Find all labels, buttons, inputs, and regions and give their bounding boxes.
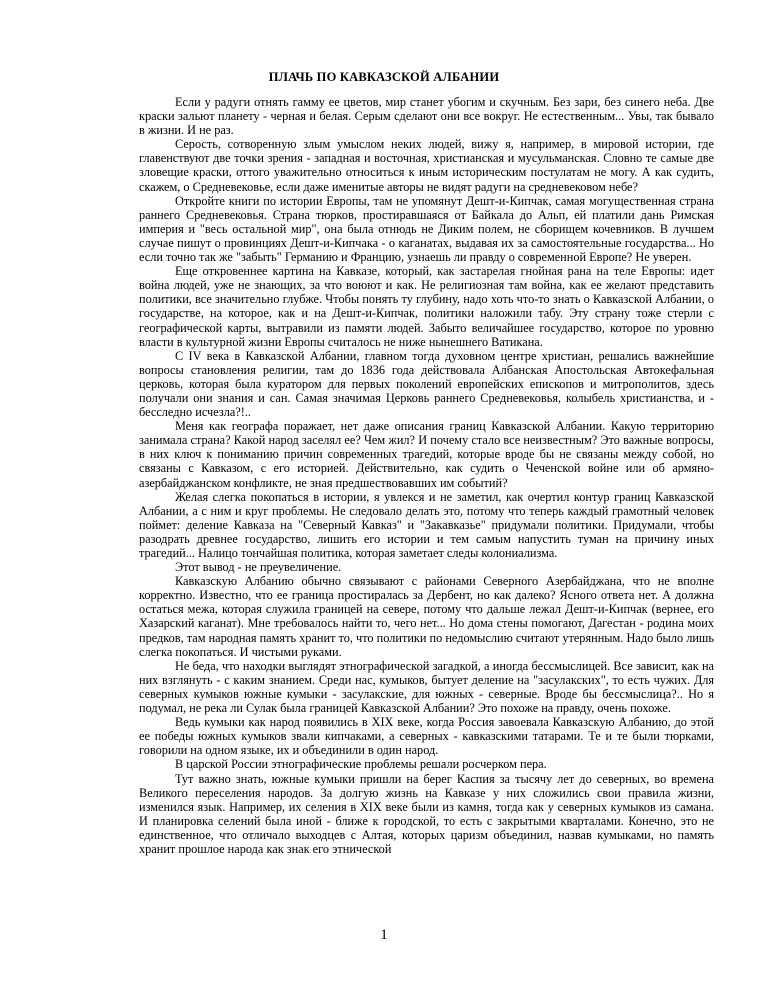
document-title: ПЛАЧЬ ПО КАВКАЗСКОЙ АЛБАНИИ xyxy=(268,70,500,84)
page-number: 1 xyxy=(380,927,388,943)
paragraph: Тут важно знать, южные кумыки пришли на берег Каспия за тысячу лет до северных, во времена Великого переселения народов. За долгую жизнь на Кавказе у них сложились свои правила жизни, изменился язык. Например, их селения в XIX веке были из камня, тогда как у северных кумыков из самана. И планировка селений была иной - ближе к городской, то есть с закрытыми кварталами. Конечно, это не единственное, что отличало выходцев с Алтая, которых царизм объединил, назвав кумыками, но память хранит прошлое народа как знак его этнической xyxy=(139,771,714,856)
body-text xyxy=(139,95,714,856)
paragraph: Желая слегка покопаться в истории, я увлекся и не заметил, как очертил контур границ Кавказской Албании, а с ним и круг проблемы. Не следовало делать это, потому что теперь каждый грамотный человек поймет: деление Кавказа на "Северный Кавказ" и "Закавказье" придумали политики. Придумали, чтобы разодрать древнее государство, лишить его истории и тем самым напустить туман на причину иных трагедий... Налицо тончайшая политика, которая заметает следы колониализма. xyxy=(139,489,714,560)
paragraph: Еще откровеннее картина на Кавказе, который, как застарелая гнойная рана на теле Европы: идет война людей, уже не знающих, за что воюют и как. Не религиозная там война, как ее желают представить политики, все значительно глубже. Чтобы понять ту глубину, надо хоть что-то знать о Кавказской Албании, о государстве, на которое, как и на Дешт-и-Кипчак, политики наложили табу. Эту страну тоже стерли с географической карты, вытравили из памяти людей. Забыто величайшее государство, которое по уровню власти в культурной жизни Европы считалось не ниже нынешнего Ватикана. xyxy=(139,264,714,349)
paragraph: Не беда, что находки выглядят этнографической загадкой, а иногда бессмыслицей. Все зависит, как на них взглянуть - с каким знанием. Среди нас, кумыков, бытует деление на "засулакских", то есть чужих. Для северных кумыков южные кумыки - засулакские, для южных - северные. Вроде бы бессмыслица?.. Но я подумал, не река ли Сулак была границей Кавказской Албании? Это похоже на правду, очень похоже. xyxy=(139,658,714,716)
paragraph: Кавказскую Албанию обычно связывают с районами Северного Азербайджана, что не вполне корректно. Известно, что ее граница простиралась за Дербент, но как далеко? Ясного ответа нет. А должна остаться межа, которая служила границей на севере, потому что дальше лежал Дешт-и-Кипчак (вернее, его Хазарский каганат). Мне требовалось найти то, чего нет... Но дома стены помогают, Дагестан - родина моих предков, там народная память хранит то, что политики по недомыслию считают утерянным. Надо было лишь слегка покопаться. И чистыми руками. xyxy=(139,574,714,659)
paragraph: Ведь кумыки как народ появились в XIX веке, когда Россия завоевала Кавказскую Албанию, до этой ее победы южных кумыков звали кипчаками, а северных - кавказскими татарами. Те и те были тюрками, говорили на одном языке, их и объединили в один народ. xyxy=(139,715,714,758)
paragraph: Серость, сотворенную злым умыслом неких людей, вижу я, например, в мировой истории, где главенствуют две точки зрения - западная и восточная, христианская и мусульманская. Словно те самые две зловещие краски, оттого уважительно относиться к иным историческим постулатам не могу. А как судить, скажем, о Средневековье, если даже именитые авторы не видят радуги на средневековом небе? xyxy=(139,137,714,194)
paragraph: Если у радуги отнять гамму ее цветов, мир станет убогим и скучным. Без зари, без синего неба. Две краски зальют планету - черная и белая. Серым сделают они все вокруг. Не естественным... Увы, так бывало в жизни. И не раз. xyxy=(139,95,714,138)
paragraph: С IV века в Кавказской Албании, главном тогда духовном центре христиан, решались важнейшие вопросы становления религии, там до 1836 года действовала Албанская Апостольская Автокефальная церковь, которая была куратором для первых поколений европейских епископов и митрополитов, здесь получали они знания и сан. Самая значимая Церковь раннего Средневековья, колыбель христианства, и - бесследно исчезла?!.. xyxy=(139,348,714,420)
paragraph: Этот вывод - не преувеличение. xyxy=(175,560,342,575)
paragraph: Откройте книги по истории Европы, там не упомянут Дешт-и-Кипчак, самая могущественная страна раннего Средневековья. Страна тюрков, простиравшаяся от Байкала до Альп, ей платили дань Римская империя и "весь остальной мир", она была отнюдь не Диким полем, не сборищем кочевников. В лучшем случае пишут о провинциях Дешт-и-Кипчака - о каганатах, выдавая их за самостоятельные государства... Но если точно так же "забыть" Германию и Францию, узнаешь ли правду о современной Европе? Не уверен. xyxy=(139,193,714,265)
paragraph: Меня как географа поражает, нет даже описания границ Кавказской Албании. Какую территорию занимала страна? Какой народ заселял ее? Чем жил? И почему стало все неизвестным? Это важные вопросы, в них ключ к пониманию причин современных трагедий, которые вроде бы не связаны между собой, но связаны с Кавказом, с его историей. Действительно, как судить о Чеченской войне или об армяно-азербайджанском конфликте, не зная предшествовавших им событий? xyxy=(139,419,714,490)
paragraph: В царской России этнографические проблемы решали росчерком пера. xyxy=(175,757,547,772)
